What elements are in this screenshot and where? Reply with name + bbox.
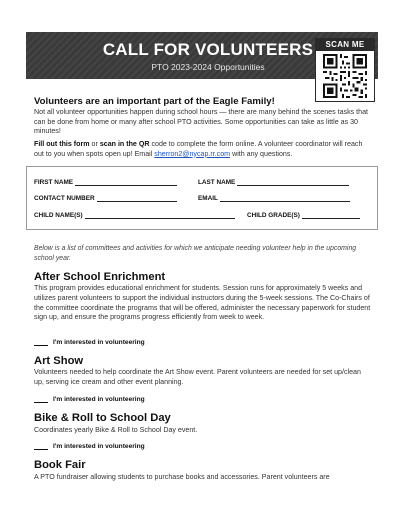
section-body-after-school-enrichment: This program provides educational enrichment for students. Session runs for approximately 5 weeks and utilizes parent volunteers to support the individual instructors during the 5-week sessions. The Co-Chairs of the committee coordinate the programs that will be offered, administer the necessary paperwork for student sign up, and ensure the programs progress efficiently from week to week. [34,284,371,322]
contact-number-line[interactable] [97,195,177,202]
qr-code-box[interactable] [315,38,375,102]
last-name-label: LAST NAME [198,179,236,186]
first-name-field[interactable] [34,179,177,186]
interest-label: I'm interested in volunteering [53,396,145,403]
interest-checkbox-art-show[interactable] [34,396,145,403]
qr-code-icon [323,54,367,98]
page-title: CALL FOR VOLUNTEERS [102,40,314,59]
volunteer-form [26,166,378,230]
child-names-field[interactable] [34,212,235,219]
interest-label: I'm interested in volunteering [53,443,145,450]
intro-body: Not all volunteer opportunities happen during school hours — there are many behind the scenes tasks that can be done from home or many after school PTO activities. Some opportunities can take as little as 30 minutes! [34,108,369,136]
child-grades-line[interactable] [302,212,360,219]
interest-label: I'm interested in volunteering [53,339,145,346]
section-title-bike-roll: Bike & Roll to School Day [34,412,171,424]
first-name-label: FIRST NAME [34,179,74,186]
instructions-or: or [89,140,100,148]
intro-heading: Volunteers are an important part of the Eagle Family! [34,96,275,107]
contact-number-field[interactable] [34,195,177,202]
email-field[interactable] [198,195,350,202]
section-body-art-show: Volunteers needed to help coordinate the Art Show event. Parent volunteers are needed for set up/clean up, serving ice cream and other event planning. [34,368,361,386]
child-grades-label: CHILD GRADE(S) [247,212,300,219]
page-subtitle: PTO 2023-2024 Opportunities [151,62,265,72]
interest-blank[interactable] [34,444,48,450]
interest-blank[interactable] [34,397,48,403]
instructions-paragraph [34,140,369,159]
section-body-bike-roll: Coordinates yearly Bike & Roll to School Day event. [34,426,198,434]
section-title-after-school-enrichment: After School Enrichment [34,271,166,283]
section-title-art-show: Art Show [34,355,84,367]
child-names-line[interactable] [85,212,235,219]
contact-number-label: CONTACT NUMBER [34,195,95,202]
child-grades-field[interactable] [247,212,360,219]
instructions-text: code to complete the form online. A volunteer coordinator will reach out to you when spots open up! Email [34,140,363,158]
email-label: EMAIL [198,195,218,202]
scan-me-label: SCAN ME [316,39,374,51]
contact-email-link[interactable]: sherron2@nycap.rr.com [154,149,231,158]
last-name-field[interactable] [198,179,349,186]
interest-checkbox-after-school-enrichment[interactable] [34,339,145,346]
section-body-book-fair: A PTO fundraiser allowing students to purchase books and accessories. Parent volunteers are [34,473,330,481]
instructions-end: with any questions. [230,149,293,158]
email-line[interactable] [220,195,350,202]
child-names-label: CHILD NAME(S) [34,212,83,219]
fill-form-emphasis: Fill out this form [34,140,90,148]
section-title-book-fair: Book Fair [34,459,86,471]
interest-checkbox-bike-roll[interactable] [34,443,145,450]
last-name-line[interactable] [237,179,349,186]
first-name-line[interactable] [75,179,177,186]
committee-note: Below is a list of committees and activities for which we anticipate needing volunteer help in the upcoming school year. [34,245,357,262]
interest-blank[interactable] [34,340,48,346]
scan-qr-emphasis: scan in the QR [99,140,150,148]
